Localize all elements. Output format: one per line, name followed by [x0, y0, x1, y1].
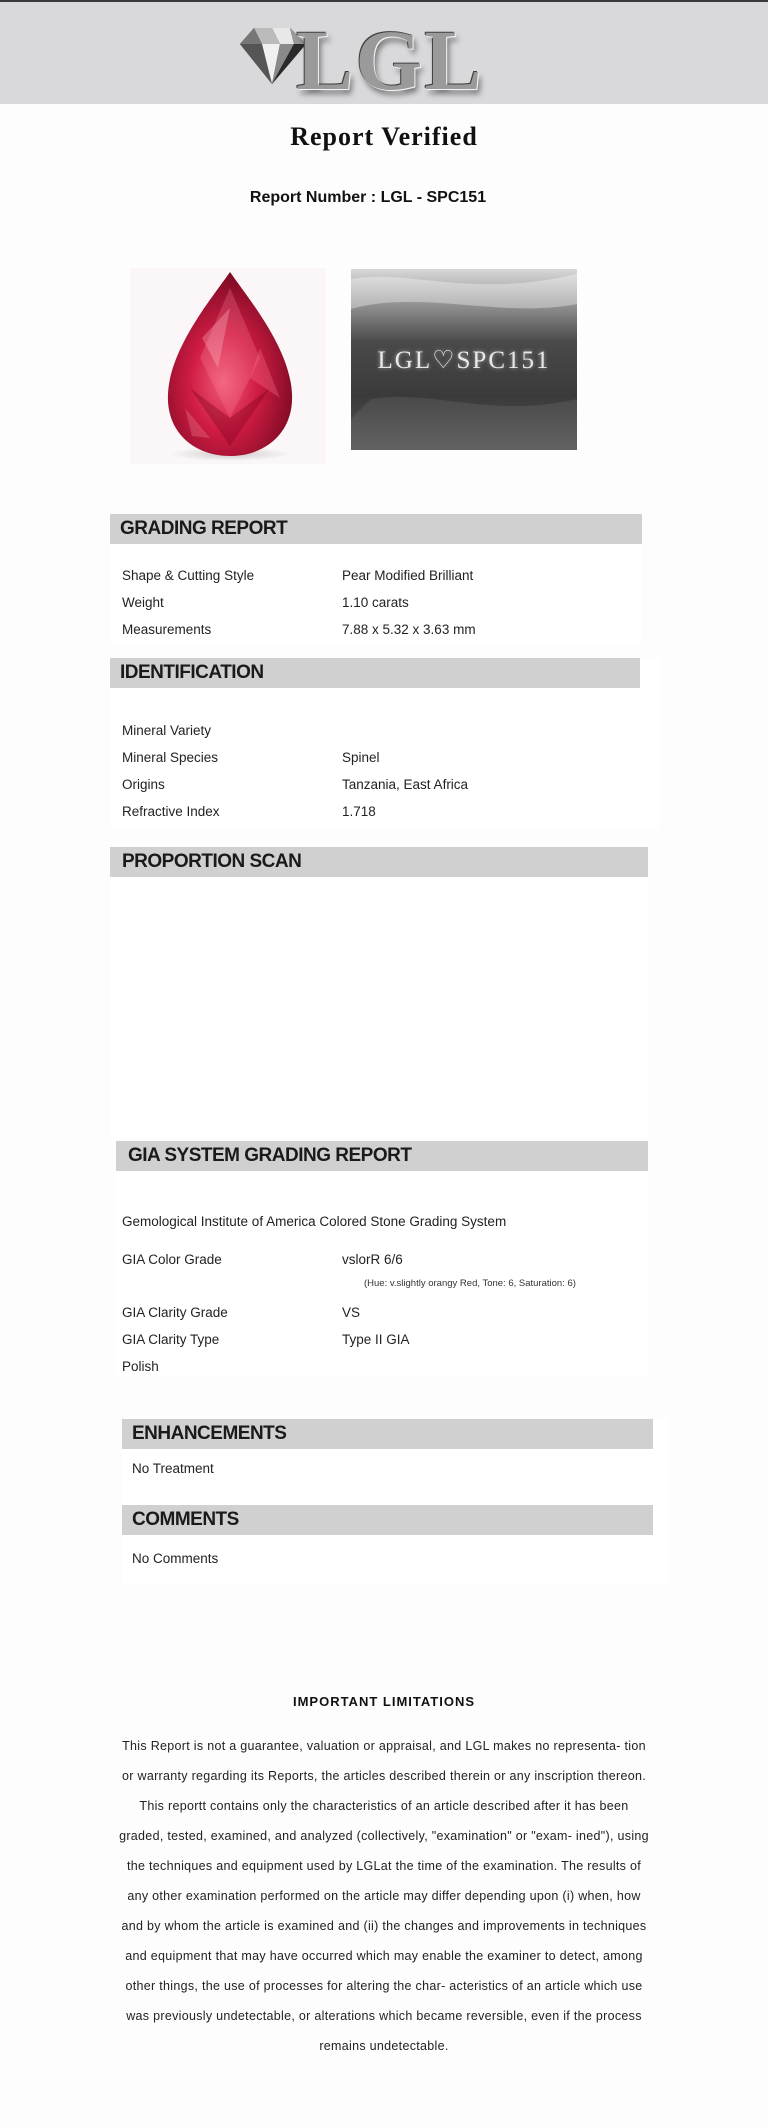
gia-row-label: GIA Color Grade — [122, 1252, 222, 1267]
limitations-body: This Report is not a guarantee, valuation or appraisal, and LGL makes no representa- tion or warranty regarding its Reports, the articles described therein or any inscription thereon. This reportt contains only the characteristics of an article described after it has been graded, tested, examined, and analyzed (collectively, "examination" or "exam- ined"), using the techniques and equipment used by LGLat the time of the examination. The results of any other examination performed on the article may differ depending upon (i) when, how and by whom the article is examined and (ii) the changes and improvements in techniques and equipment that may have occurred which may enable the examiner to detect, among other things, the use of processes for altering the char- acteristics of an article which use was previously undetectable, or alterations which became reversible, even if the process remains undetectable. — [119, 1739, 649, 2053]
enhancements-heading: ENHANCEMENTS — [122, 1419, 653, 1449]
logo-text: LGL — [296, 12, 484, 108]
gia-system-subtitle: Gemological Institute of America Colored Stone Grading System — [122, 1214, 507, 1229]
identification-row-value: Spinel — [342, 750, 380, 765]
page-title: Report Verified — [290, 122, 478, 151]
comments-text: No Comments — [132, 1551, 219, 1566]
inscription-text: LGL♡SPC151 — [377, 347, 551, 374]
gia-system-heading: GIA SYSTEM GRADING REPORT — [116, 1141, 648, 1171]
identification-row-label: Mineral Species — [122, 750, 219, 765]
limitations-heading: IMPORTANT LIMITATIONS — [292, 1694, 476, 1709]
gia-row-label: GIA Clarity Grade — [122, 1305, 228, 1320]
gia-row-value: Type II GIA — [342, 1332, 410, 1347]
gem-photo — [130, 268, 326, 464]
grading-row-value: 1.10 carats — [342, 595, 409, 610]
identification-row-label: Refractive Index — [122, 804, 220, 819]
identification-row-value: 1.718 — [342, 804, 376, 819]
gia-row-label: Polish — [122, 1359, 159, 1374]
identification-row-value: Tanzania, East Africa — [342, 777, 469, 792]
proportion-scan-panel — [110, 847, 648, 1137]
report-number: Report Number : LGL - SPC151 — [249, 189, 487, 206]
gia-row-label: GIA Clarity Type — [122, 1332, 220, 1347]
inscription-photo — [351, 269, 577, 450]
grading-report-heading: GRADING REPORT — [110, 514, 642, 544]
identification-row-label: Mineral Variety — [122, 723, 212, 738]
identification-heading: IDENTIFICATION — [110, 658, 640, 688]
gia-row-value: VS — [342, 1305, 361, 1320]
comments-heading: COMMENTS — [122, 1505, 653, 1535]
gia-row-value: vslorR 6/6 — [342, 1252, 403, 1267]
enhancements-text: No Treatment — [132, 1461, 214, 1476]
grading-row-value: Pear Modified Brilliant — [342, 568, 474, 583]
identification-row-label: Origins — [122, 777, 165, 792]
grading-row-label: Shape & Cutting Style — [122, 568, 255, 583]
proportion-scan-heading: PROPORTION SCAN — [110, 847, 648, 877]
header-banner — [0, 0, 768, 108]
grading-row-value: 7.88 x 5.32 x 3.63 mm — [342, 622, 476, 637]
grading-row-label: Measurements — [122, 622, 212, 637]
gia-color-note: (Hue: v.slightly orangy Red, Tone: 6, Saturation: 6) — [364, 1278, 576, 1289]
grading-row-label: Weight — [122, 595, 164, 610]
lgl-logo[interactable] — [232, 12, 492, 108]
